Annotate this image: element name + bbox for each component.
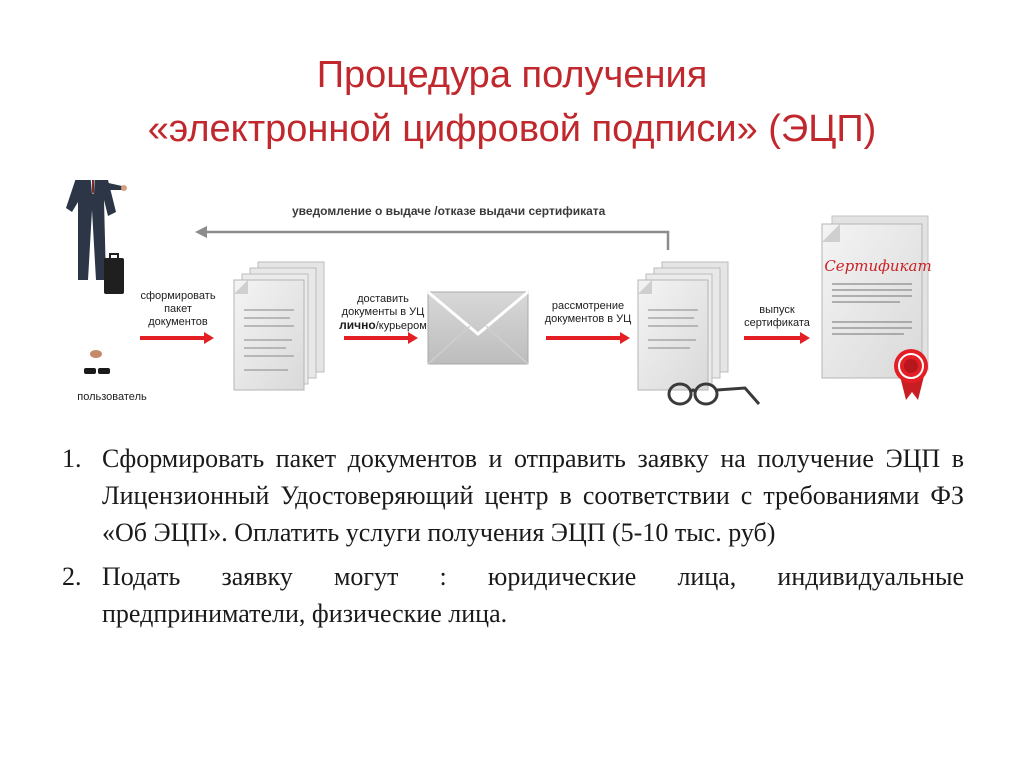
list-item-number: 1. xyxy=(62,444,82,473)
businessman-icon xyxy=(66,180,127,374)
arrow-step-1 xyxy=(140,332,214,344)
arrow-step-4 xyxy=(744,332,810,344)
step-2-line-3 xyxy=(330,319,436,333)
step-3-label xyxy=(538,300,638,326)
user-label: пользователь xyxy=(77,391,147,403)
notification-arrow xyxy=(195,226,668,250)
step-2-line-1: доставить xyxy=(357,293,409,305)
list-item xyxy=(60,440,964,551)
step-2-line-3-bold: лично xyxy=(339,318,376,332)
seal-icon xyxy=(894,349,928,400)
list-item-number: 2. xyxy=(62,562,82,591)
title-line-1: Процедура получения xyxy=(316,54,708,96)
step-3-line-2: документов в УЦ xyxy=(544,313,632,325)
title-line-2: «электронной цифровой подписи» (ЭЦП) xyxy=(147,108,877,150)
step-2-line-3-rest: /курьером xyxy=(375,320,427,332)
arrow-step-3 xyxy=(546,332,630,344)
notification-label: уведомление о выдаче /отказе выдачи сертификата xyxy=(292,204,606,218)
step-1-line-2: пакет xyxy=(164,303,192,315)
step-4-label xyxy=(732,304,822,330)
arrow-step-2 xyxy=(344,332,418,344)
step-1-line-1: сформировать xyxy=(140,290,216,302)
step-2-line-2: документы в УЦ xyxy=(341,306,425,318)
slide-title xyxy=(0,48,1024,156)
step-4-line-2: сертификата xyxy=(744,317,810,329)
step-3-line-1: рассмотрение xyxy=(551,300,625,312)
step-2-label xyxy=(330,293,436,333)
list-item-text: Сформировать пакет документов и отправить заявку на получение ЭЦП в Лицензионный Удостоверяющий центр в соответствии с требованиями ФЗ «Об ЭЦП». Оплатить услуги получения ЭЦП (5-10 тыс. руб) xyxy=(102,444,964,547)
process-diagram xyxy=(0,180,1024,430)
envelope-icon xyxy=(428,292,528,364)
step-1-line-3: документов xyxy=(148,316,208,328)
step-1-label xyxy=(132,290,224,329)
list-item-text: Подать заявку могут : юридические лица, индивидуальные предприниматели, физические лица. xyxy=(102,562,964,628)
step-4-line-1: выпуск xyxy=(759,304,795,316)
reviewed-document-stack-icon xyxy=(638,262,728,390)
requirements-list xyxy=(60,440,964,639)
certificate-title: Сертификат xyxy=(824,257,932,275)
document-stack-icon xyxy=(234,262,324,390)
list-item xyxy=(60,558,964,632)
